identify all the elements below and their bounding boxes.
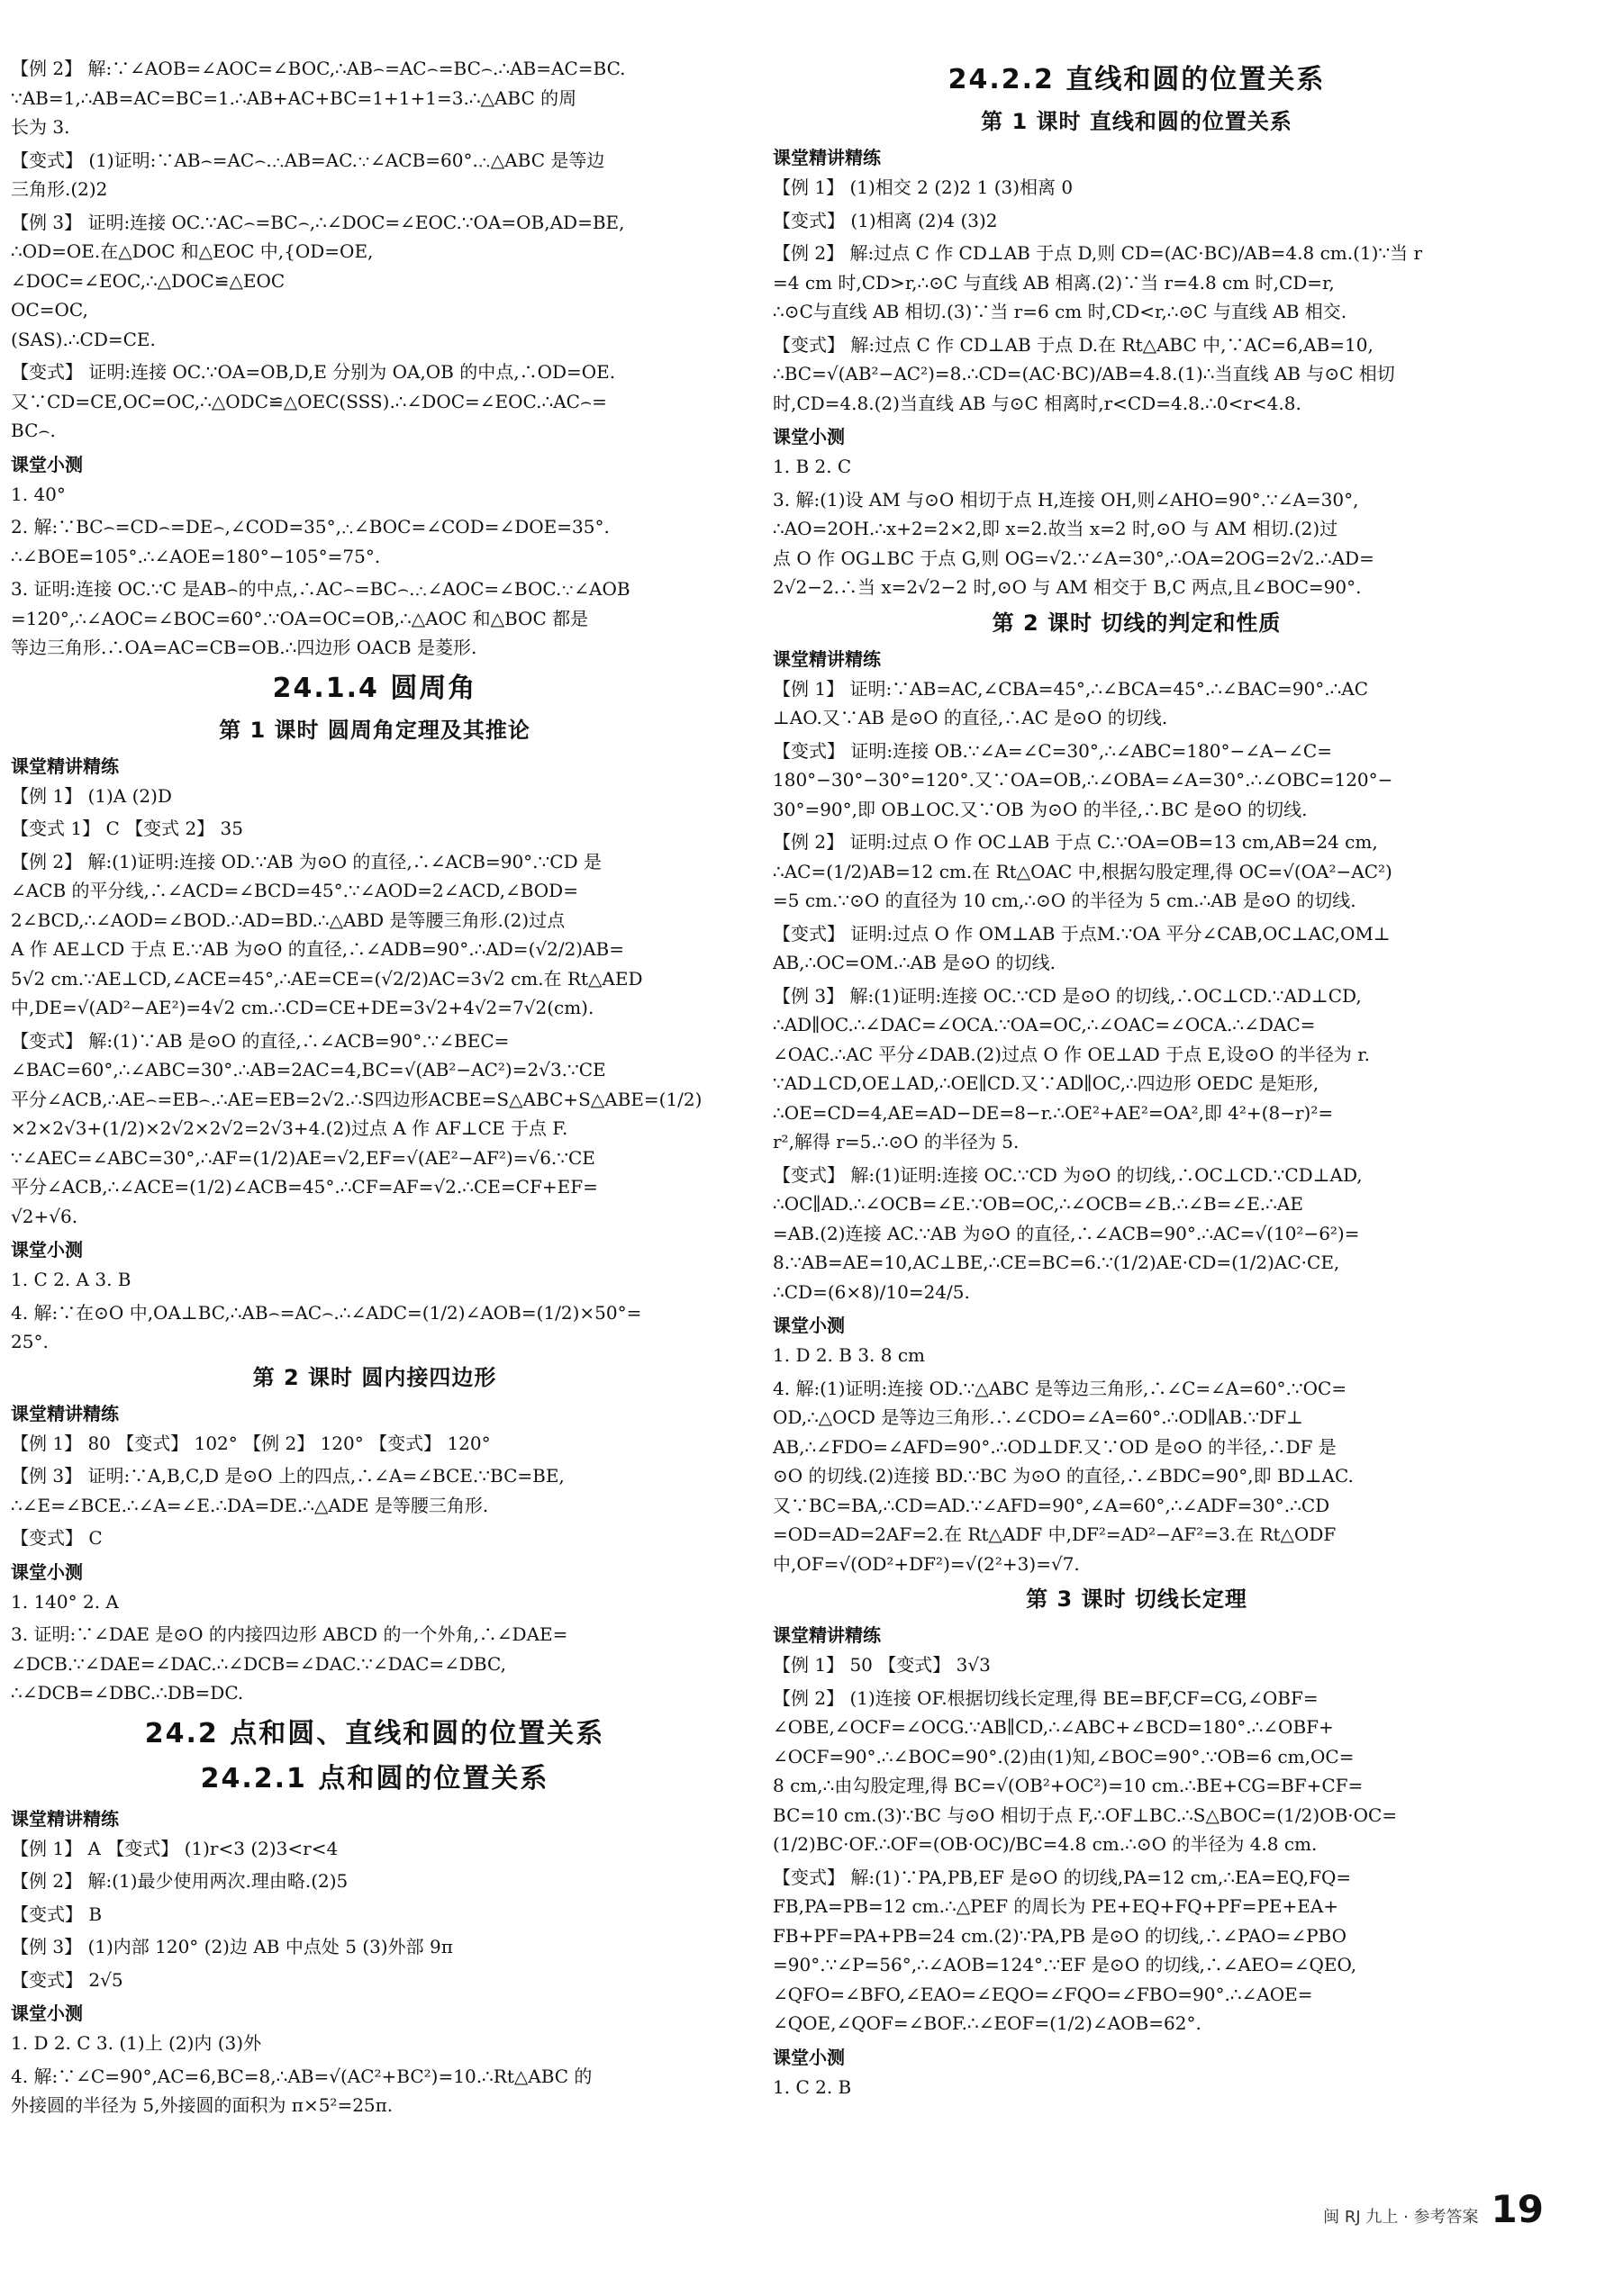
answer-block (11, 1966, 739, 1995)
answer-line: 25°. (11, 1331, 49, 1352)
answer-line: 3. 证明:∵∠DAE 是⊙O 的内接四边形 ABCD 的一个外角,∴∠DAE= (11, 1623, 568, 1645)
answer-line: 时,CD=4.8.(2)当直线 AB 与⊙C 相离时,r<CD=4.8.∴0<r<4.8. (773, 392, 1301, 414)
lesson-heading: 第 3 课时 切线长定理 (1026, 1586, 1247, 1612)
answer-line: ∠QOE,∠QOF=∠BOF.∴∠EOF=(1/2)∠AOB=62°. (773, 2012, 1201, 2034)
subsection-heading: 课堂小测 (11, 1560, 83, 1583)
answer-line: √2+√6. (11, 1205, 78, 1227)
page-number: 19 (1491, 2187, 1544, 2231)
answer-block (11, 1587, 739, 1617)
answer-line: ∵AB=1,∴AB=AC=BC=1.∴AB+AC+BC=1+1+1=3.∴△ABC 的周 (11, 86, 577, 109)
answer-block (773, 1374, 1501, 1579)
answer-line: 1. D 2. C 3. (1)上 (2)内 (3)外 (11, 2032, 262, 2054)
answer-line: 【变式 1】 C 【变式 2】 35 (11, 818, 243, 839)
answer-line: ∠DCB.∵∠DAE=∠DAC.∴∠DCB=∠DAC.∵∠DAC=∠DBC, (11, 1652, 506, 1675)
answer-block (773, 485, 1501, 602)
section-heading: 24.2 点和圆、直线和圆的位置关系 (144, 1717, 605, 1749)
answer-line: 4. 解:(1)证明:连接 OD.∵△ABC 是等边三角形,∴∠C=∠A=60°.∵OC= (773, 1377, 1347, 1399)
answer-line: 【例 3】 (1)内部 120° (2)边 AB 中点处 5 (3)外部 9π (11, 1936, 453, 1957)
answer-line: AB,∴∠FDO=∠AFD=90°.∴OD⊥DF.又∵OD 是⊙O 的半径,∴DF 是 (773, 1435, 1337, 1458)
answer-line: 8 cm,∴由勾股定理,得 BC=√(OB²+OC²)=10 cm.∴BE+CG=BF+CF= (773, 1775, 1364, 1796)
answer-block (11, 512, 739, 571)
answer-block (11, 574, 739, 663)
answer-line: ∴CD=(6×8)/10=24/5. (773, 1280, 970, 1303)
answer-block (11, 1834, 739, 1864)
answer-line: 2√2−2.∴当 x=2√2−2 时,⊙O 与 AM 相交于 B,C 两点,且∠BOC=90°. (773, 576, 1362, 598)
answer-block (11, 1026, 739, 1232)
answer-line: 【例 2】 解:(1)证明:连接 OD.∵AB 为⊙O 的直径,∴∠ACB=90°.∵CD 是 (11, 850, 602, 872)
answer-block (773, 981, 1501, 1157)
answer-block (773, 1341, 1501, 1370)
footer-label: 闽 RJ 九上 · 参考答案 (1323, 2208, 1479, 2227)
answer-line: 1. 140° 2. A (11, 1590, 119, 1613)
answer-line: ∠DOC=∠EOC,∴△DOC≌△EOC (11, 269, 286, 292)
section-heading: 24.2.2 直线和圆的位置关系 (948, 64, 1326, 95)
section-heading: 24.1.4 圆周角 (272, 672, 477, 704)
answer-line: 4. 解:∵在⊙O 中,OA⊥BC,∴AB⌢=AC⌢.∴∠ADC=(1/2)∠AOB=(1/2)×50°= (11, 1301, 642, 1324)
subsection-heading: 课堂小测 (11, 1239, 83, 1261)
answer-line: ∴AD∥OC.∴∠DAC=∠OCA.∵OA=OC,∴∠OAC=∠OCA.∴∠DAC= (773, 1014, 1316, 1035)
answer-line: BC⌢. (11, 420, 56, 441)
answer-block (773, 919, 1501, 978)
answer-line: ∴OD=OE.在△DOC 和△EOC 中,{OD=OE, (11, 240, 374, 262)
answer-block (773, 452, 1501, 482)
answer-line: 中,DE=√(AD²−AE²)=4√2 cm.∴CD=CE+DE=3√2+4√2=7√2(cm). (11, 997, 594, 1018)
answer-line: ∴BC=√(AB²−AC²)=8.∴CD=(AC·BC)/AB=4.8.(1)∴当直线 AB 与⊙C 相切 (773, 363, 1395, 384)
answer-line: ∴∠DCB=∠DBC.∴DB=DC. (11, 1682, 244, 1704)
answer-line: 1. 40° (11, 483, 66, 505)
answer-line: ⊙O 的切线.(2)连接 BD.∵BC 为⊙O 的直径,∴∠BDC=90°,即 BD⊥AC. (773, 1465, 1354, 1487)
answer-line: ∴∠BOE=105°.∴∠AOE=180°−105°=75°. (11, 545, 381, 567)
subsection-heading: 课堂精讲精练 (11, 1807, 119, 1830)
answer-block (11, 146, 739, 204)
subsection-heading: 课堂小测 (773, 1315, 845, 1336)
lesson-heading: 第 1 课时 直线和圆的位置关系 (981, 109, 1292, 134)
answer-line: 4. 解:∵∠C=90°,AC=6,BC=8,∴AB=√(AC²+BC²)=10.∴Rt△ABC 的 (11, 2065, 593, 2087)
answer-line: 【变式】 (1)证明:∵AB⌢=AC⌢.∴AB=AC.∵∠ACB=60°.∴△ABC 是等边 (11, 149, 605, 171)
answer-block (11, 782, 739, 811)
answer-line: =120°,∴∠AOC=∠BOC=60°.∵OA=OC=OB,∴△AOC 和△BOC 都是 (11, 607, 589, 629)
answer-line: ∠OCF=90°.∴∠BOC=90°.(2)由(1)知,∠BOC=90°.∵OB=6 cm,OC= (773, 1745, 1355, 1767)
answer-line: ∴OE=CD=4,AE=AD−DE=8−r.∴OE²+AE²=OA²,即 4²+(8−r)²= (773, 1101, 1334, 1124)
answer-line: 中,OF=√(OD²+DF²)=√(2²+3)=√7. (773, 1552, 1080, 1575)
answer-line: 【例 1】 (1)A (2)D (11, 784, 172, 807)
answer-line: 3. 解:(1)设 AM 与⊙O 相切于点 H,连接 OH,则∠AHO=90°.∵∠A=30°, (773, 488, 1359, 511)
answer-line: 【变式】 C (11, 1527, 103, 1549)
answer-block (11, 1429, 739, 1459)
answer-line: 【例 3】 证明:连接 OC.∵AC⌢=BC⌢,∴∠DOC=∠EOC.∵OA=OB,AD=BE, (11, 211, 625, 233)
answer-line: A 作 AE⊥CD 于点 E.∵AB 为⊙O 的直径,∴∠ADB=90°.∴AD=(√2/2)AB= (11, 938, 625, 960)
answer-line: 【例 2】 证明:过点 O 作 OC⊥AB 于点 C.∵OA=OB=13 cm,AB=24 cm, (773, 831, 1378, 853)
answer-line: 长为 3. (11, 116, 70, 138)
section-heading: 24.2.1 点和圆的位置关系 (200, 1762, 549, 1794)
answer-block (11, 1461, 739, 1520)
answer-line: BC=10 cm.(3)∵BC 与⊙O 相切于点 F,∴OF⊥BC.∴S△BOC=(1/2)OB·OC= (773, 1803, 1398, 1826)
subsection-heading: 课堂小测 (11, 453, 83, 475)
answer-block (773, 239, 1501, 327)
answer-block (11, 357, 739, 446)
answer-line: 【例 3】 证明:∵A,B,C,D 是⊙O 上的四点,∴∠A=∠BCE.∵BC=BE, (11, 1465, 565, 1487)
answer-block (11, 2029, 739, 2058)
answer-block (11, 1523, 739, 1553)
answer-line: =4 cm 时,CD>r,∴⊙C 与直线 AB 相离.(2)∵当 r=4.8 cm 时,CD=r, (773, 271, 1335, 294)
answer-block (11, 2062, 739, 2120)
lesson-heading: 第 1 课时 圆周角定理及其推论 (219, 717, 530, 743)
answer-line: ∴AO=2OH.∴x+2=2×2,即 x=2.故当 x=2 时,⊙O 与 AM 相切.(2)过 (773, 518, 1338, 539)
answer-line: r²,解得 r=5.∴⊙O 的半径为 5. (773, 1131, 1020, 1153)
left-column (11, 54, 739, 2233)
answer-block (11, 1867, 739, 1896)
answer-block (11, 480, 739, 510)
answer-line: 8.∵AB=AE=10,AC⊥BE,∴CE=BC=6.∵(1/2)AE·CD=(1/2)AC·CE, (773, 1252, 1340, 1273)
answer-block (773, 674, 1501, 733)
answer-line: 【变式】 证明:连接 OB.∵∠A=∠C=30°,∴∠ABC=180°−∠A−∠C= (773, 739, 1332, 762)
answer-line: ∠OBE,∠OCF=∠OCG.∵AB∥CD,∴∠ABC+∠BCD=180°.∴∠OBF+ (773, 1716, 1334, 1738)
answer-block (773, 330, 1501, 419)
answer-line: 【变式】 解:(1)证明:连接 OC.∵CD 为⊙O 的切线,∴OC⊥CD.∵CD⊥AD, (773, 1163, 1363, 1186)
answer-line: 1. C 2. B (773, 2075, 852, 2098)
answer-line: 1. D 2. B 3. 8 cm (773, 1344, 926, 1366)
answer-block (11, 1298, 739, 1357)
answer-block (11, 208, 739, 355)
answer-line: 【变式】 解:(1)∵PA,PB,EF 是⊙O 的切线,PA=12 cm,∴EA=EQ,FQ= (773, 1866, 1352, 1888)
answer-line: 【例 3】 解:(1)证明:连接 OC.∵CD 是⊙O 的切线,∴OC⊥CD.∵AD⊥CD, (773, 984, 1362, 1007)
answer-line: 【例 2】 解:∵∠AOB=∠AOC=∠BOC,∴AB⌢=AC⌢=BC⌢.∴AB=AC=BC. (11, 58, 626, 79)
answer-line: 2∠BCD,∴∠AOD=∠BOD.∴AD=BD.∴△ABD 是等腰三角形.(2)过点 (11, 908, 566, 931)
answer-line: 【变式】 解:(1)∵AB 是⊙O 的直径,∴∠ACB=90°.∵∠BEC= (11, 1029, 510, 1052)
answer-line: ∵∠AEC=∠ABC=30°,∴AF=(1/2)AE=√2,EF=√(AE²−AF²)=√6.∵CE (11, 1146, 595, 1169)
answer-line: 【变式】 B (11, 1903, 103, 1925)
answer-line: ⊥AO.又∵AB 是⊙O 的直径,∴AC 是⊙O 的切线. (773, 707, 1168, 728)
answer-line: OC=OC, (11, 299, 88, 321)
answer-line: 【例 2】 解:过点 C 作 CD⊥AB 于点 D,则 CD=(AC·BC)/AB=4.8 cm.(1)∵当 r (773, 242, 1423, 264)
lesson-heading: 第 2 课时 切线的判定和性质 (992, 610, 1282, 636)
answer-line: 【例 1】 (1)相交 2 (2)2 1 (3)相离 0 (773, 176, 1074, 198)
answer-block (11, 1265, 739, 1295)
answer-line: =5 cm.∵⊙O 的直径为 10 cm,∴⊙O 的半径为 5 cm.∴AB 是⊙O 的切线. (773, 890, 1356, 911)
answer-line: 外接圆的半径为 5,外接圆的面积为 π×5²=25π. (11, 2094, 394, 2116)
answer-line: 【变式】 证明:过点 O 作 OM⊥AB 于点M.∵OA 平分∠CAB,OC⊥AC,OM⊥ (773, 922, 1391, 945)
answer-block (11, 1932, 739, 1962)
answer-line: 平分∠ACB,∴∠ACE=(1/2)∠ACB=45°.∴CF=AF=√2.∴CE=CF+EF= (11, 1176, 598, 1198)
answer-line: OD,∴△OCD 是等边三角形.∴∠CDO=∠A=60°.∴OD∥AB.∵DF⊥ (773, 1406, 1303, 1428)
answer-line: 三角形.(2)2 (11, 178, 108, 200)
answer-line: ×2×2√3+(1/2)×2√2×2√2=2√3+4.(2)过点 A 作 AF⊥CE 于点 F. (11, 1117, 568, 1139)
subsection-heading: 课堂精讲精练 (11, 755, 119, 777)
answer-line: 【例 1】 证明:∵AB=AC,∠CBA=45°,∴∠BCA=45°.∴∠BAC=90°.∴AC (773, 677, 1369, 700)
answer-block (773, 827, 1501, 916)
subsection-heading: 课堂精讲精练 (11, 1402, 119, 1424)
lesson-heading: 第 2 课时 圆内接四边形 (252, 1364, 497, 1390)
answer-line: ∴∠E=∠BCE.∴∠A=∠E.∴DA=DE.∴△ADE 是等腰三角形. (11, 1494, 489, 1516)
answer-line: ∴OC∥AD.∴∠OCB=∠E.∵OB=OC,∴∠OCB=∠B.∴∠B=∠E.∴AE (773, 1193, 1303, 1215)
answer-block (773, 1650, 1501, 1680)
subsection-heading: 课堂精讲精练 (773, 1624, 881, 1646)
answer-line: ∴⊙C与直线 AB 相切.(3)∵当 r=6 cm 时,CD<r,∴⊙C 与直线 AB 相交. (773, 301, 1347, 322)
answer-line: FB,PA=PB=12 cm.∴△PEF 的周长为 PE+EQ+FQ+PF=PE+EA+ (773, 1895, 1339, 1917)
answer-line: 又∵CD=CE,OC=OC,∴△ODC≌△OEC(SSS).∴∠DOC=∠EOC.∴AC⌢= (11, 390, 607, 412)
answer-line: 【例 2】 解:(1)最少使用两次.理由略.(2)5 (11, 1870, 349, 1892)
answer-line: 【变式】 解:过点 C 作 CD⊥AB 于点 D.在 Rt△ABC 中,∵AC=6,AB=10, (773, 333, 1374, 356)
subsection-heading: 课堂精讲精练 (773, 147, 881, 168)
answer-line: 5√2 cm.∵AE⊥CD,∠ACE=45°,∴AE=CE=(√2/2)AC=3√2 cm.在 Rt△AED (11, 967, 643, 990)
answer-line: ∠OAC.∴AC 平分∠DAB.(2)过点 O 作 OE⊥AD 于点 E,设⊙O 的半径为 r. (773, 1043, 1371, 1065)
answer-line: 【变式】 证明:连接 OC.∵OA=OB,D,E 分别为 OA,OB 的中点,∴OD=OE. (11, 361, 616, 383)
answer-block (773, 173, 1501, 203)
answer-block (773, 206, 1501, 236)
answer-line: 【例 1】 A 【变式】 (1)r<3 (2)3<r<4 (11, 1837, 339, 1859)
answer-line: =AB.(2)连接 AC.∵AB 为⊙O 的直径,∴∠ACB=90°.∴AC=√(10²−6²)= (773, 1222, 1360, 1244)
answer-block (11, 814, 739, 844)
answer-line: AB,∴OC=OM.∴AB 是⊙O 的切线. (773, 952, 1056, 973)
answer-block (11, 1620, 739, 1708)
answer-block (11, 54, 739, 142)
answer-line: =90°.∵∠P=56°,∴∠AOB=124°.∵EF 是⊙O 的切线,∴∠AEO=∠QEO, (773, 1954, 1357, 1975)
answer-line: 1. B 2. C (773, 456, 852, 477)
answer-line: 【例 1】 50 【变式】 3√3 (773, 1654, 991, 1676)
subsection-heading: 课堂小测 (773, 2046, 845, 2068)
answer-line: ∠BAC=60°,∴∠ABC=30°.∴AB=2AC=4,BC=√(AB²−AC²)=2√3.∵CE (11, 1059, 606, 1080)
answer-line: ∠ACB 的平分线,∴∠ACD=∠BCD=45°.∵∠AOD=2∠ACD,∠BOD= (11, 880, 578, 901)
page-footer (1323, 2187, 1544, 2231)
answer-line: 1. C 2. A 3. B (11, 1269, 131, 1290)
answer-line: 【例 1】 80 【变式】 102° 【例 2】 120° 【变式】 120° (11, 1432, 491, 1454)
answer-line: 3. 证明:连接 OC.∵C 是AB⌢的中点,∴AC⌢=BC⌢.∴∠AOC=∠BOC.∵∠AOB (11, 578, 630, 600)
answer-line: (SAS).∴CD=CE. (11, 328, 156, 350)
answer-block (773, 1863, 1501, 2038)
subsection-heading: 课堂精讲精练 (773, 647, 881, 670)
answer-line: ∠QFO=∠BFO,∠EAO=∠EQO=∠FQO=∠FBO=90°.∴∠AOE= (773, 1983, 1313, 2005)
answer-line: 点 O 作 OG⊥BC 于点 G,则 OG=√2.∵∠A=30°,∴OA=2OG=2√2.∴AD= (773, 547, 1374, 569)
subsection-heading: 课堂小测 (11, 2002, 83, 2024)
answer-line: 30°=90°,即 OB⊥OC.又∵OB 为⊙O 的半径,∴BC 是⊙O 的切线. (773, 798, 1308, 820)
answer-line: 平分∠ACB,∴AE⌢=EB⌢.∴AE=EB=2√2.∴S四边形ACBE=S△ABC+S△ABE=(1/2) (11, 1088, 703, 1110)
answer-block (773, 1161, 1501, 1307)
answer-line: ∴AC=(1/2)AB=12 cm.在 Rt△OAC 中,根据勾股定理,得 OC=√(OA²−AC²) (773, 860, 1392, 882)
answer-block (11, 847, 739, 1023)
answer-line: 【例 2】 (1)连接 OF.根据切线长定理,得 BE=BF,CF=CG,∠OBF= (773, 1686, 1319, 1709)
answer-line: 等边三角形.∴OA=AC=CB=OB.∴四边形 OACB 是菱形. (11, 637, 477, 658)
answer-line: 又∵BC=BA,∴CD=AD.∵∠AFD=90°,∠A=60°,∴∠ADF=30°.∴CD (773, 1494, 1330, 1516)
answer-block (11, 1900, 739, 1930)
answer-line: FB+PF=PA+PB=24 cm.(2)∵PA,PB 是⊙O 的切线,∴∠PAO=∠PBO (773, 1924, 1347, 1947)
subsection-heading: 课堂小测 (773, 426, 845, 447)
answer-block (773, 2073, 1501, 2102)
answer-block (773, 737, 1501, 825)
answer-line: =OD=AD=2AF=2.在 Rt△ADF 中,DF²=AD²−AF²=3.在 Rt△ODF (773, 1523, 1337, 1545)
answer-line: 180°−30°−30°=120°.又∵OA=OB,∴∠OBA=∠A=30°.∴∠OBC=120°− (773, 769, 1393, 791)
answer-line: 【变式】 2√5 (11, 1968, 123, 1991)
answer-line: ∵AD⊥CD,OE⊥AD,∴OE∥CD.又∵AD∥OC,∴四边形 OEDC 是矩形, (773, 1072, 1319, 1094)
answer-line: (1/2)BC·OF.∴OF=(OB·OC)/BC=4.8 cm.∴⊙O 的半径为 4.8 cm. (773, 1833, 1318, 1855)
answer-line: 2. 解:∵BC⌢=CD⌢=DE⌢,∠COD=35°,∴∠BOC=∠COD=∠DOE=35°. (11, 516, 610, 538)
right-column (773, 54, 1501, 2233)
answer-block (773, 1684, 1501, 1859)
answer-line: 【变式】 (1)相离 (2)4 (3)2 (773, 209, 998, 231)
